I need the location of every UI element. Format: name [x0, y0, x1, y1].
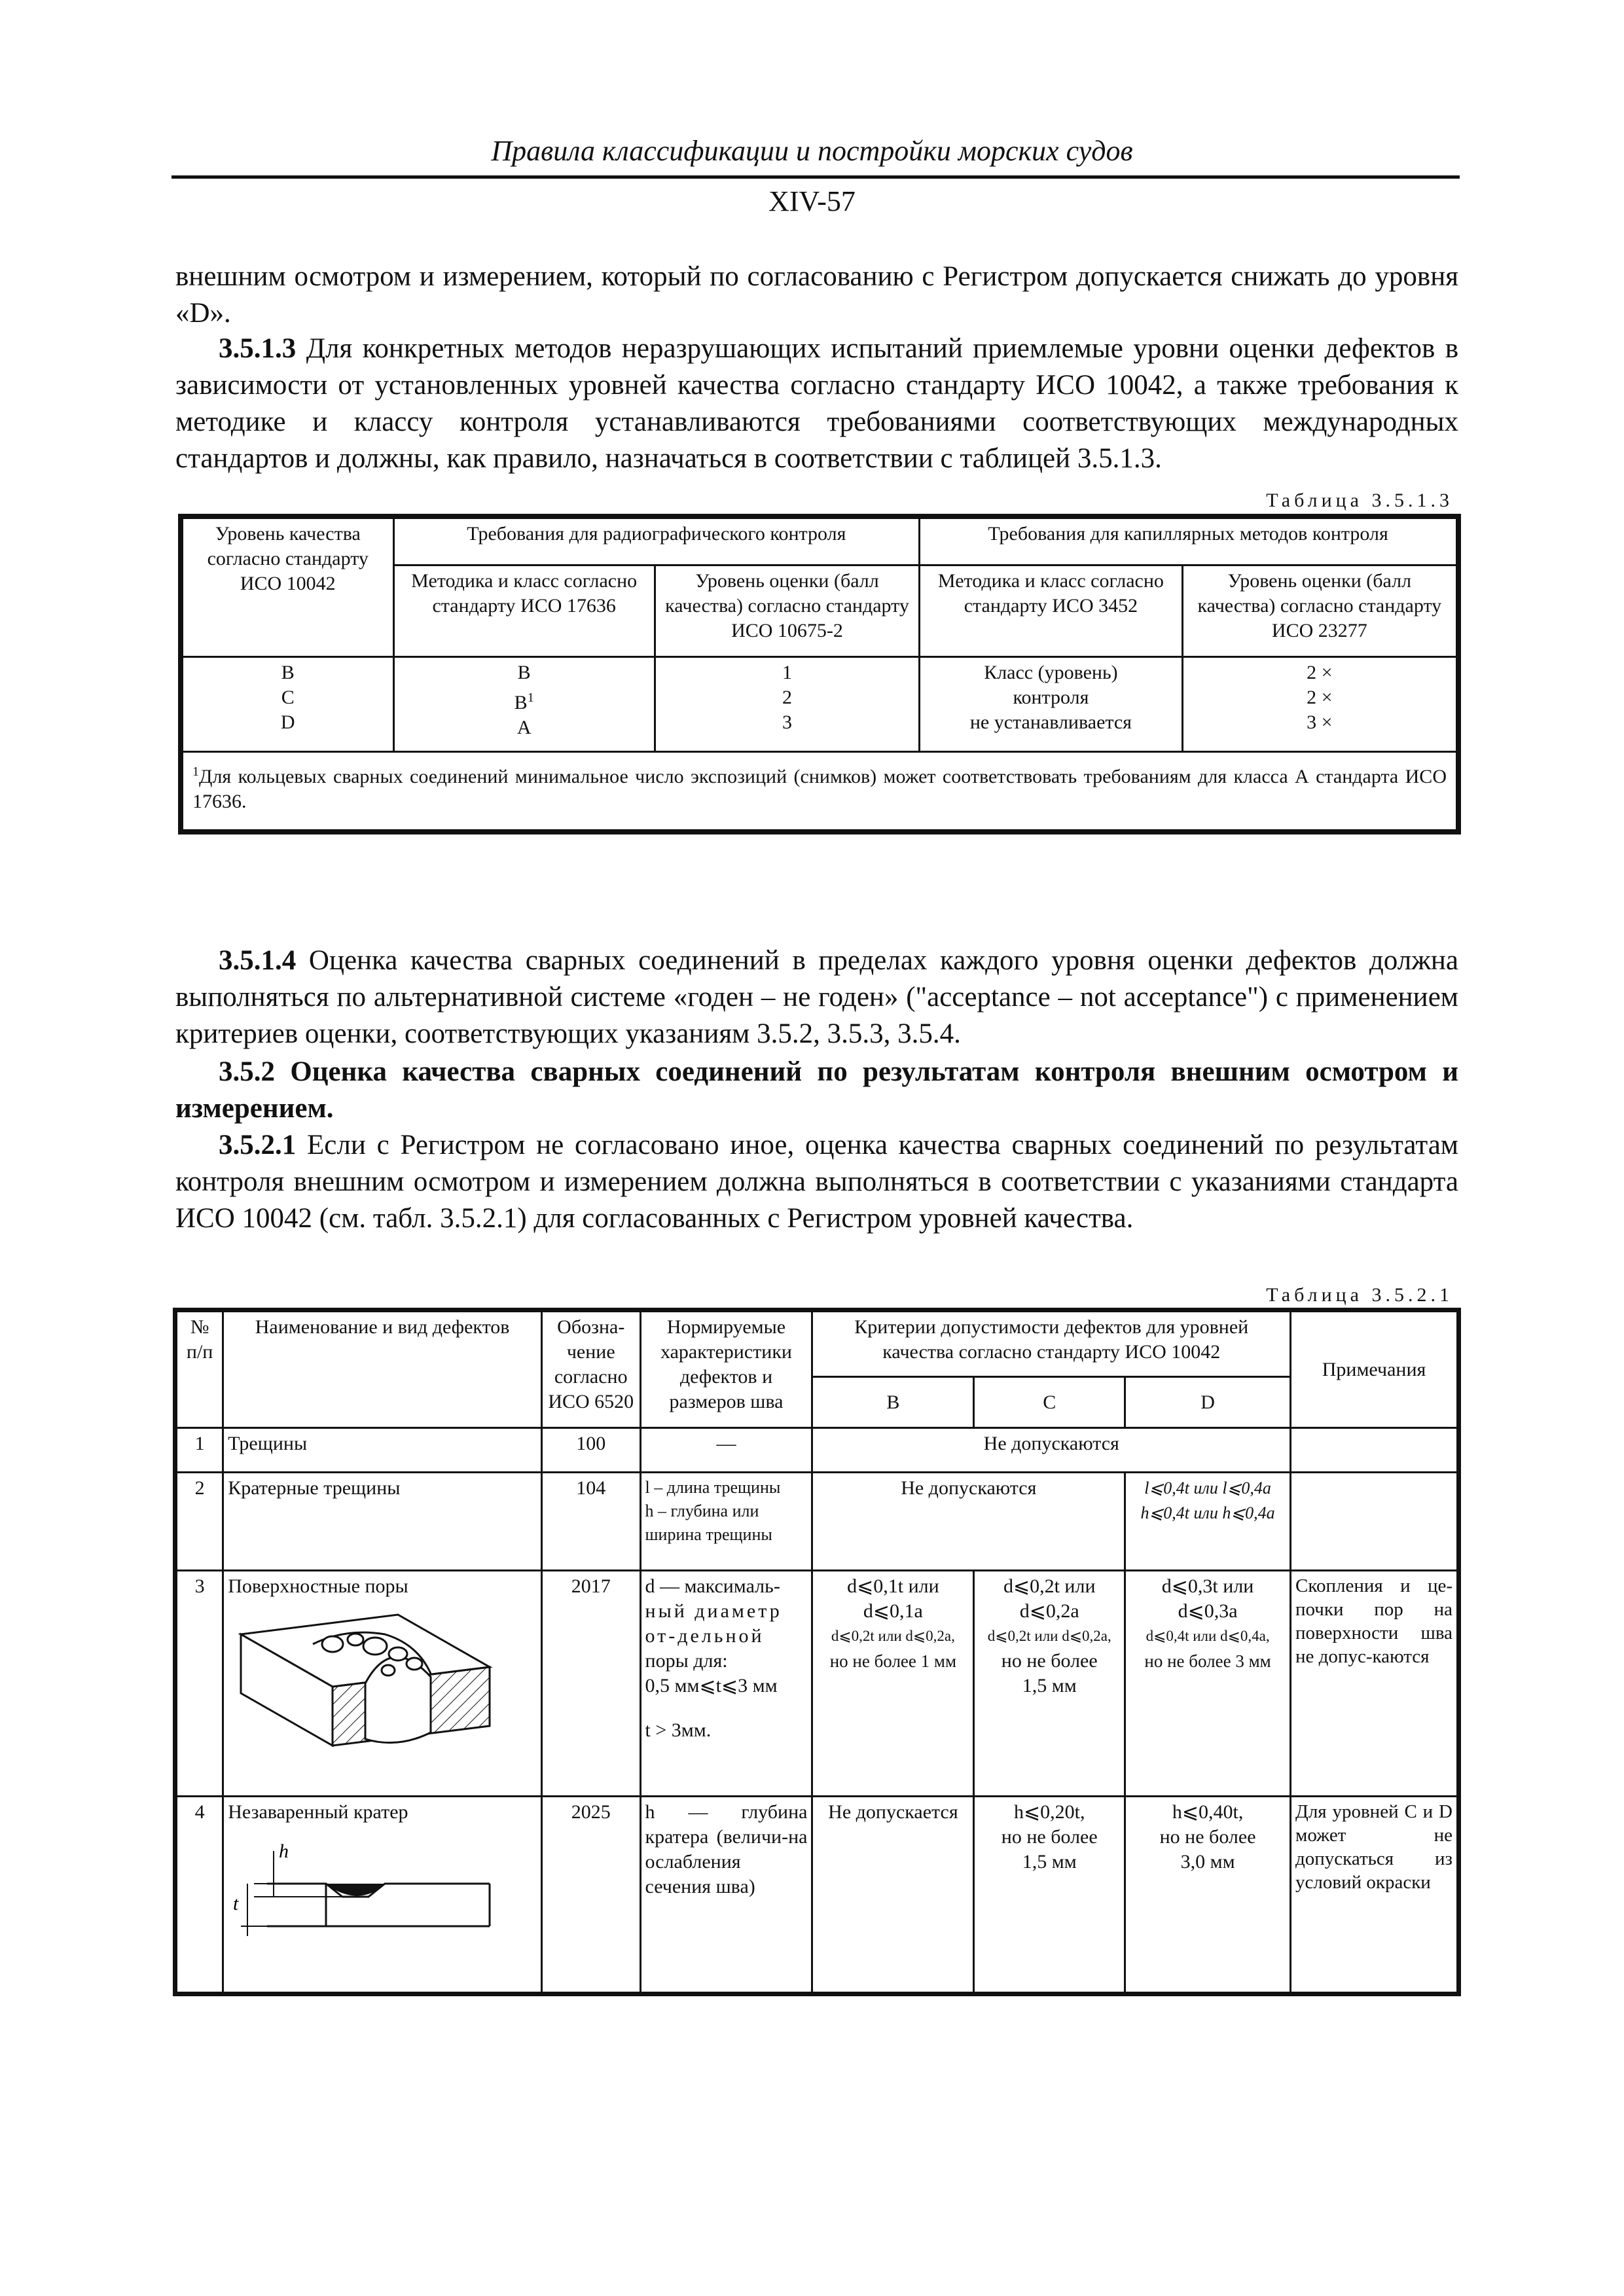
criteria-c: [974, 1797, 1125, 1993]
radio-grade-value: 1: [782, 662, 792, 683]
criteria-line: но не более: [1001, 1826, 1098, 1848]
table-row: [177, 1797, 1458, 1993]
paragraph-text: Если с Регистром не согласовано иное, оценка качества сварных соединений по результатам контроля внешним осмотром и измерением должна выполняться в соответствии с указаниями стандарта ИСО 10042 (см. табл. 3.5.2.1) для согласованных с Регистром уровней качества.: [175, 1130, 1458, 1234]
table-footnote: [183, 752, 1457, 831]
row-number: 1: [177, 1428, 223, 1473]
criteria-line: h⩽0,20t,: [1013, 1801, 1085, 1823]
norm-line: от-дельной: [645, 1625, 765, 1647]
criteria-line: h⩽0,4t или h⩽0,4a: [1140, 1503, 1275, 1522]
criteria-line: 3,0 мм: [1180, 1851, 1235, 1873]
label-h: h: [279, 1840, 289, 1862]
header-rule: [171, 175, 1460, 179]
cell-cap-grade: [1182, 657, 1456, 752]
header-cap-method: Методика и класс согласно стандарту ИСО 3452: [920, 565, 1183, 657]
table-row: [177, 1473, 1458, 1571]
paragraph-number: 3.5.1.4: [219, 945, 297, 976]
header-level-c: C: [974, 1377, 1125, 1428]
norm-line: d — максималь-: [645, 1575, 780, 1597]
header-notes: Примечания: [1291, 1312, 1458, 1428]
criteria-line: d⩽0,4t или d⩽0,4a,: [1146, 1628, 1270, 1644]
criteria-line: d⩽0,2t или d⩽0,2a,: [987, 1628, 1111, 1644]
row-number: 4: [177, 1797, 223, 1993]
level-value: D: [280, 711, 295, 733]
cell-cap-method: [920, 657, 1183, 752]
header-radiographic: Требования для радиографического контроля: [393, 518, 920, 565]
radio-method-value: B: [517, 662, 531, 683]
header-level-b: B: [812, 1377, 974, 1428]
header-capillary: Требования для капиллярных методов контроля: [920, 518, 1457, 565]
header-defect-name: Наименование и вид дефектов: [223, 1312, 542, 1428]
criteria-line: h⩽0,40t,: [1172, 1801, 1244, 1823]
criteria-all: Не допускаются: [812, 1428, 1291, 1473]
norm-line: ный диаметр: [645, 1600, 782, 1622]
paragraph-3-5-2-1: [175, 1127, 1458, 1237]
criteria-c: [974, 1571, 1125, 1797]
crater-sketch: [228, 1831, 537, 1943]
table-3-5-1-3: [181, 517, 1458, 831]
level-value: C: [281, 687, 295, 708]
paragraph-text: Для конкретных методов неразрушающих испытаний приемлемые уровни оценки дефектов в зависимости от установленных уровней качества согласно стандарту ИСО 10042, а также требования к методике и классу контроля устанавливаются требованиями соответствующих международных стандартов и должны, как правило, назначаться в соответствии с таблицей 3.5.1.3.: [175, 333, 1458, 474]
defect-norm: [640, 1473, 812, 1571]
table-3-5-2-1: [175, 1310, 1458, 1994]
cell-radio-method: [393, 657, 655, 752]
spacer: [645, 1698, 808, 1718]
criteria-line: но не более: [1159, 1826, 1256, 1848]
criteria-line: но не более 3 мм: [1144, 1651, 1271, 1671]
norm-line: поры для:: [645, 1650, 728, 1672]
header-radio-grade: Уровень оценки (балл качества) согласно стандарту ИСО 10675-2: [655, 565, 919, 657]
cell-levels: [183, 657, 394, 752]
level-value: B: [281, 662, 295, 683]
criteria-line: 1,5 мм: [1022, 1851, 1077, 1873]
notes-empty: [1291, 1428, 1458, 1473]
criteria-d: [1125, 1473, 1291, 1571]
criteria-line: но не более: [1001, 1650, 1098, 1672]
table-caption: Таблица 3.5.2.1: [1266, 1284, 1453, 1306]
footnote-ref: 1: [527, 691, 534, 705]
criteria-line: d⩽0,2t или d⩽0,2a,: [831, 1628, 955, 1644]
cap-grade-value: 2 ×: [1307, 662, 1333, 683]
cap-method-text: не устанавливается: [969, 711, 1132, 733]
paragraph-continued: внешним осмотром и измерением, который по согласованию с Регистром допускается снижать до уровня «D».: [175, 261, 1458, 329]
header-criteria: Критерии допустимости дефектов для уровней качества согласно стандарту ИСО 10042: [812, 1312, 1291, 1377]
criteria-line: d⩽0,2t или: [1003, 1575, 1096, 1597]
defect-name-cell: [223, 1797, 542, 1993]
cap-grade-value: 2 ×: [1307, 687, 1333, 708]
defect-name: Кратерные трещины: [223, 1473, 542, 1571]
radio-method-value: A: [516, 717, 532, 738]
radio-method-letter: B: [514, 692, 528, 713]
defect-norm: h — глубина кратера (величи-на ослабления сечения шва): [640, 1797, 812, 1993]
notes: Скопления и це-почки пор на поверхности шва не допус-каются: [1291, 1571, 1458, 1797]
defect-norm: [640, 1571, 812, 1797]
header-num: № п/п: [177, 1312, 223, 1428]
section-heading-3-5-2: 3.5.2 Оценка качества сварных соединений по результатам контроля внешним осмотром и измерением.: [175, 1056, 1458, 1124]
criteria-b: [812, 1571, 974, 1797]
defect-name: Незаваренный кратер: [228, 1801, 408, 1823]
row-number: 2: [177, 1473, 223, 1571]
cell-radio-grade: [655, 657, 919, 752]
paragraph-number: 3.5.1.3: [219, 333, 297, 364]
norm-line: h – глубина или: [645, 1501, 759, 1520]
defect-norm: —: [640, 1428, 812, 1473]
crater-drawing: [228, 1831, 516, 1943]
header-code: Обозна-чение согласно ИСО 6520: [541, 1312, 640, 1428]
criteria-line: 1,5 мм: [1022, 1675, 1077, 1696]
paragraph-3-5-1-3: [175, 331, 1458, 477]
defect-code: 100: [541, 1428, 640, 1473]
running-header-title: Правила классификации и постройки морских судов: [491, 135, 1133, 167]
radio-grade-value: 2: [782, 687, 792, 708]
norm-line: l – длина трещины: [645, 1478, 781, 1497]
defect-name: Трещины: [223, 1428, 542, 1473]
footnote-text: Для кольцевых сварных соединений минимальное число экспозиций (снимков) может соответствовать требованиям для класса А стандарта ИСО 17636.: [192, 766, 1447, 812]
criteria-line: d⩽0,2a: [1019, 1600, 1079, 1622]
criteria-line: l⩽0,4t или l⩽0,4a: [1144, 1479, 1271, 1498]
defect-code: 2025: [541, 1797, 640, 1993]
criteria-d: [1125, 1797, 1291, 1993]
notes: Для уровней С и D может не допускаться из условий окраски: [1291, 1797, 1458, 1993]
label-t: t: [233, 1893, 239, 1914]
cap-grade-value: 3 ×: [1307, 711, 1333, 733]
radio-grade-value: 3: [782, 711, 792, 733]
defect-code: 104: [541, 1473, 640, 1571]
criteria-b: Не допускается: [812, 1797, 974, 1993]
criteria-line: но не более 1 мм: [829, 1651, 957, 1671]
cap-method-text: контроля: [1013, 687, 1089, 708]
defect-name: Поверхностные поры: [228, 1575, 408, 1597]
surface-pores-drawing: [234, 1608, 496, 1759]
paragraph-3-5-1-4: [175, 942, 1458, 1052]
header-level-d: D: [1125, 1377, 1291, 1428]
norm-line: t > 3мм.: [645, 1719, 712, 1741]
header-radio-method: Методика и класс согласно стандарту ИСО 17636: [393, 565, 655, 657]
page-number: XIV-57: [768, 185, 856, 217]
table-row: [177, 1571, 1458, 1797]
paragraph-text: Оценка качества сварных соединений в пределах каждого уровня оценки дефектов должна выполняться по альтернативной системе «годен – не годен» ("acceptance – not acceptance") с применением критериев оценки, соответствующих указаниям 3.5.2, 3.5.3, 3.5.4.: [175, 945, 1459, 1049]
defect-code: 2017: [541, 1571, 640, 1797]
notes-empty: [1291, 1473, 1458, 1571]
paragraph-number: 3.5.2.1: [219, 1130, 297, 1160]
radio-method-value: [399, 685, 650, 715]
criteria-line: d⩽0,3t или: [1161, 1575, 1254, 1597]
surface-pores-sketch: [234, 1608, 537, 1759]
row-number: 3: [177, 1571, 223, 1797]
table-caption: Таблица 3.5.1.3: [1266, 490, 1453, 511]
header-quality-level: Уровень качества согласно стандарту ИСО 10042: [183, 518, 394, 657]
header-cap-grade: Уровень оценки (балл качества) согласно стандарту ИСО 23277: [1182, 565, 1456, 657]
norm-line: ширина трещины: [645, 1525, 772, 1544]
cap-method-text: Класс (уровень): [984, 662, 1118, 683]
criteria-line: d⩽0,3a: [1178, 1600, 1238, 1622]
header-norm: Нормируемые характеристики дефектов и размеров шва: [640, 1312, 812, 1428]
criteria-bc: Не допускаются: [812, 1473, 1125, 1571]
criteria-line: d⩽0,1a: [863, 1600, 923, 1622]
defect-name-cell: [223, 1571, 542, 1797]
table-row: [177, 1428, 1458, 1473]
footnote-mark: 1: [192, 764, 199, 779]
criteria-line: d⩽0,1t или: [847, 1575, 939, 1597]
norm-line: 0,5 мм⩽t⩽3 мм: [645, 1675, 778, 1696]
criteria-d: [1125, 1571, 1291, 1797]
